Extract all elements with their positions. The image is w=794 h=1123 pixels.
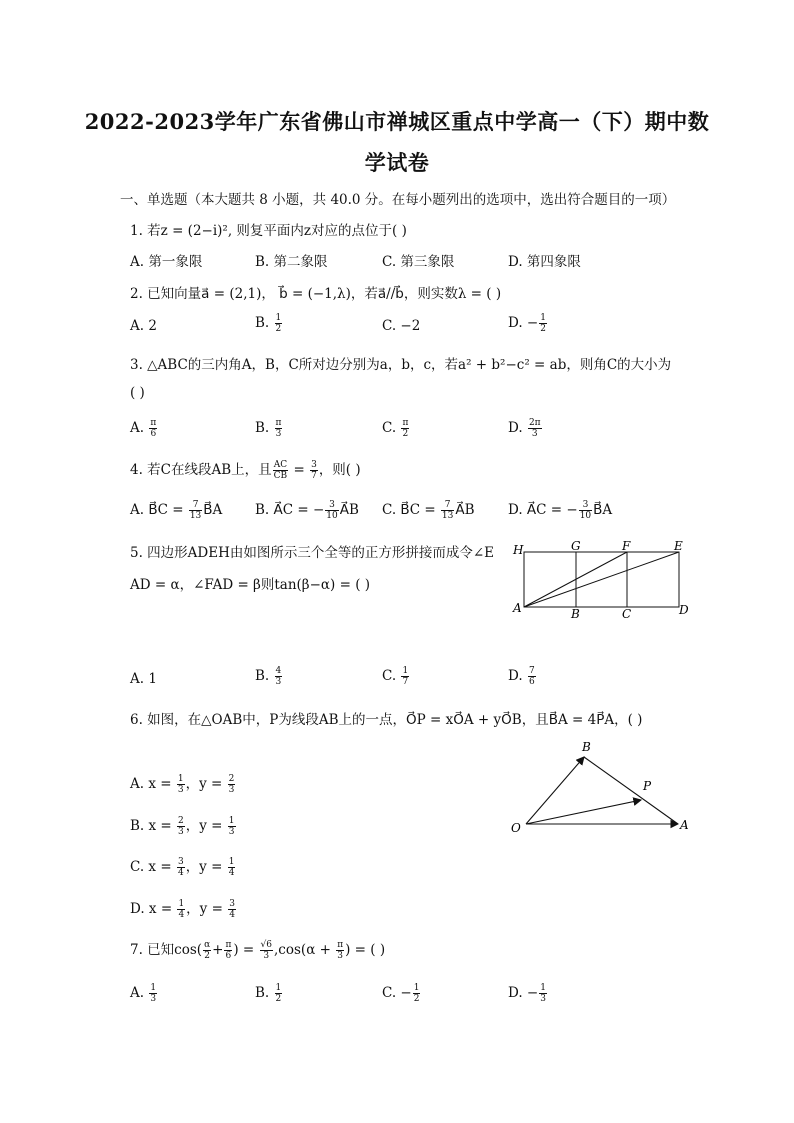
- q5-option-a[interactable]: A. 1: [130, 671, 157, 687]
- q4-option-c[interactable]: C. B⃗C = $\frac{7}{13}$ A⃗B: [382, 500, 475, 521]
- segment-ab: [584, 757, 678, 824]
- label-c: C: [622, 607, 632, 621]
- q1-option-d[interactable]: D. 第四象限: [508, 254, 581, 270]
- label-g: G: [571, 539, 581, 553]
- q5-option-c[interactable]: C. $\frac{1}{7}$: [382, 666, 409, 687]
- q2-option-b[interactable]: B. $\frac{1}{2}$: [255, 313, 282, 334]
- q7-option-d[interactable]: D. − $\frac{1}{3}$: [508, 983, 546, 1004]
- q4-option-a[interactable]: A. B⃗C = $\frac{7}{13}$ B⃗A: [130, 500, 223, 521]
- label-a: A: [680, 818, 689, 832]
- question-2-stem: 2. 已知向量a⃗ = (2,1)， b⃗ = (−1,λ)，若a⃗//b⃗，则实数λ = ( ): [130, 286, 502, 302]
- q3-option-c[interactable]: C. $\frac{\pi}{2}$: [382, 418, 409, 439]
- q1-option-c[interactable]: C. 第三象限: [382, 254, 455, 270]
- q3-option-a[interactable]: A. $\frac{\pi}{6}$: [130, 418, 157, 439]
- page-title: 2022-2023学年广东省佛山市禅城区重点中学高一（下）期中数: [84, 109, 710, 134]
- q5-option-d[interactable]: D. $\frac{7}{6}$: [508, 666, 535, 687]
- label-o: O: [511, 821, 521, 835]
- segment-ae: [524, 552, 679, 607]
- q4-option-d[interactable]: D. A⃗C = − $\frac{3}{10}$ B⃗A: [508, 500, 613, 521]
- triangle-figure: [506, 734, 696, 839]
- q6-option-a[interactable]: A. x = $\frac{1}{3}$ ，y = $\frac{2}{3}$: [130, 774, 235, 795]
- q2-option-d[interactable]: D. − $\frac{1}{2}$: [508, 313, 546, 334]
- q4-option-b[interactable]: B. A⃗C = − $\frac{3}{10}$ A⃗B: [255, 500, 359, 521]
- square-figure: [510, 538, 695, 624]
- q7-option-b[interactable]: B. $\frac{1}{2}$: [255, 983, 282, 1004]
- label-h: H: [513, 543, 524, 557]
- question-7-stem: 7. 已知cos( $\frac{\alpha}{2}$ + $\frac{\pi}{6}$ ) = $\frac{√6}{3}$ ,cos(α + $\frac{\pi}{3}$ ) = ( ): [130, 940, 386, 961]
- label-e: E: [674, 539, 683, 553]
- label-a: A: [513, 601, 522, 615]
- question-5-stem-cont: AD = α，∠FAD = β则tan(β−α) = ( ): [130, 577, 371, 593]
- q1-option-a[interactable]: A. 第一象限: [130, 254, 203, 270]
- question-5-stem: 5. 四边形ADEH由如图所示三个全等的正方形拼接而成令∠E: [130, 545, 495, 561]
- question-6-stem: 6. 如图，在△OAB中，P为线段AB上的一点，O⃗P = xO⃗A + yO⃗B，且B⃗A = 4P⃗A，( ): [130, 712, 643, 728]
- section-header: 一、单选题（本大题共 8 小题，共 40.0 分。在每小题列出的选项中，选出符合题目的一项）: [120, 192, 676, 208]
- label-d: D: [679, 603, 689, 617]
- question-3-stem-cont: ( ): [130, 385, 145, 401]
- question-1-stem: 1. 若z = (2−i)², 则复平面内z对应的点位于( ): [130, 223, 407, 239]
- q3-option-b[interactable]: B. $\frac{\pi}{3}$: [255, 418, 282, 439]
- page-title-line2: 学试卷: [364, 150, 430, 175]
- q6-option-b[interactable]: B. x = $\frac{2}{3}$ ，y = $\frac{1}{3}$: [130, 816, 235, 837]
- q7-option-c[interactable]: C. − $\frac{1}{2}$: [382, 983, 420, 1004]
- q6-option-d[interactable]: D. x = $\frac{1}{4}$ ，y = $\frac{3}{4}$: [130, 899, 235, 920]
- label-p: P: [643, 779, 652, 793]
- question-4-stem: 4. 若C在线段AB上，且 $\frac{AC}{CB}$ = $\frac{3}{7}$ ，则( ): [130, 460, 361, 481]
- q5-option-b[interactable]: B. $\frac{4}{3}$: [255, 666, 282, 687]
- q2-option-c[interactable]: C. −2: [382, 318, 421, 334]
- q1-option-b[interactable]: B. 第二象限: [255, 254, 328, 270]
- q7-option-a[interactable]: A. $\frac{1}{3}$: [130, 983, 157, 1004]
- q2-option-a[interactable]: A. 2: [130, 318, 157, 334]
- q3-option-d[interactable]: D. $\frac{2\pi}{3}$: [508, 418, 541, 439]
- question-3-stem: 3. △ABC的三内角A，B，C所对边分别为a，b，c，若a² + b²−c² = ab，则角C的大小为: [130, 357, 672, 373]
- q6-option-c[interactable]: C. x = $\frac{3}{4}$ ，y = $\frac{1}{4}$: [130, 857, 235, 878]
- label-b: B: [571, 607, 580, 621]
- label-f: F: [622, 539, 631, 553]
- label-b: B: [582, 740, 591, 754]
